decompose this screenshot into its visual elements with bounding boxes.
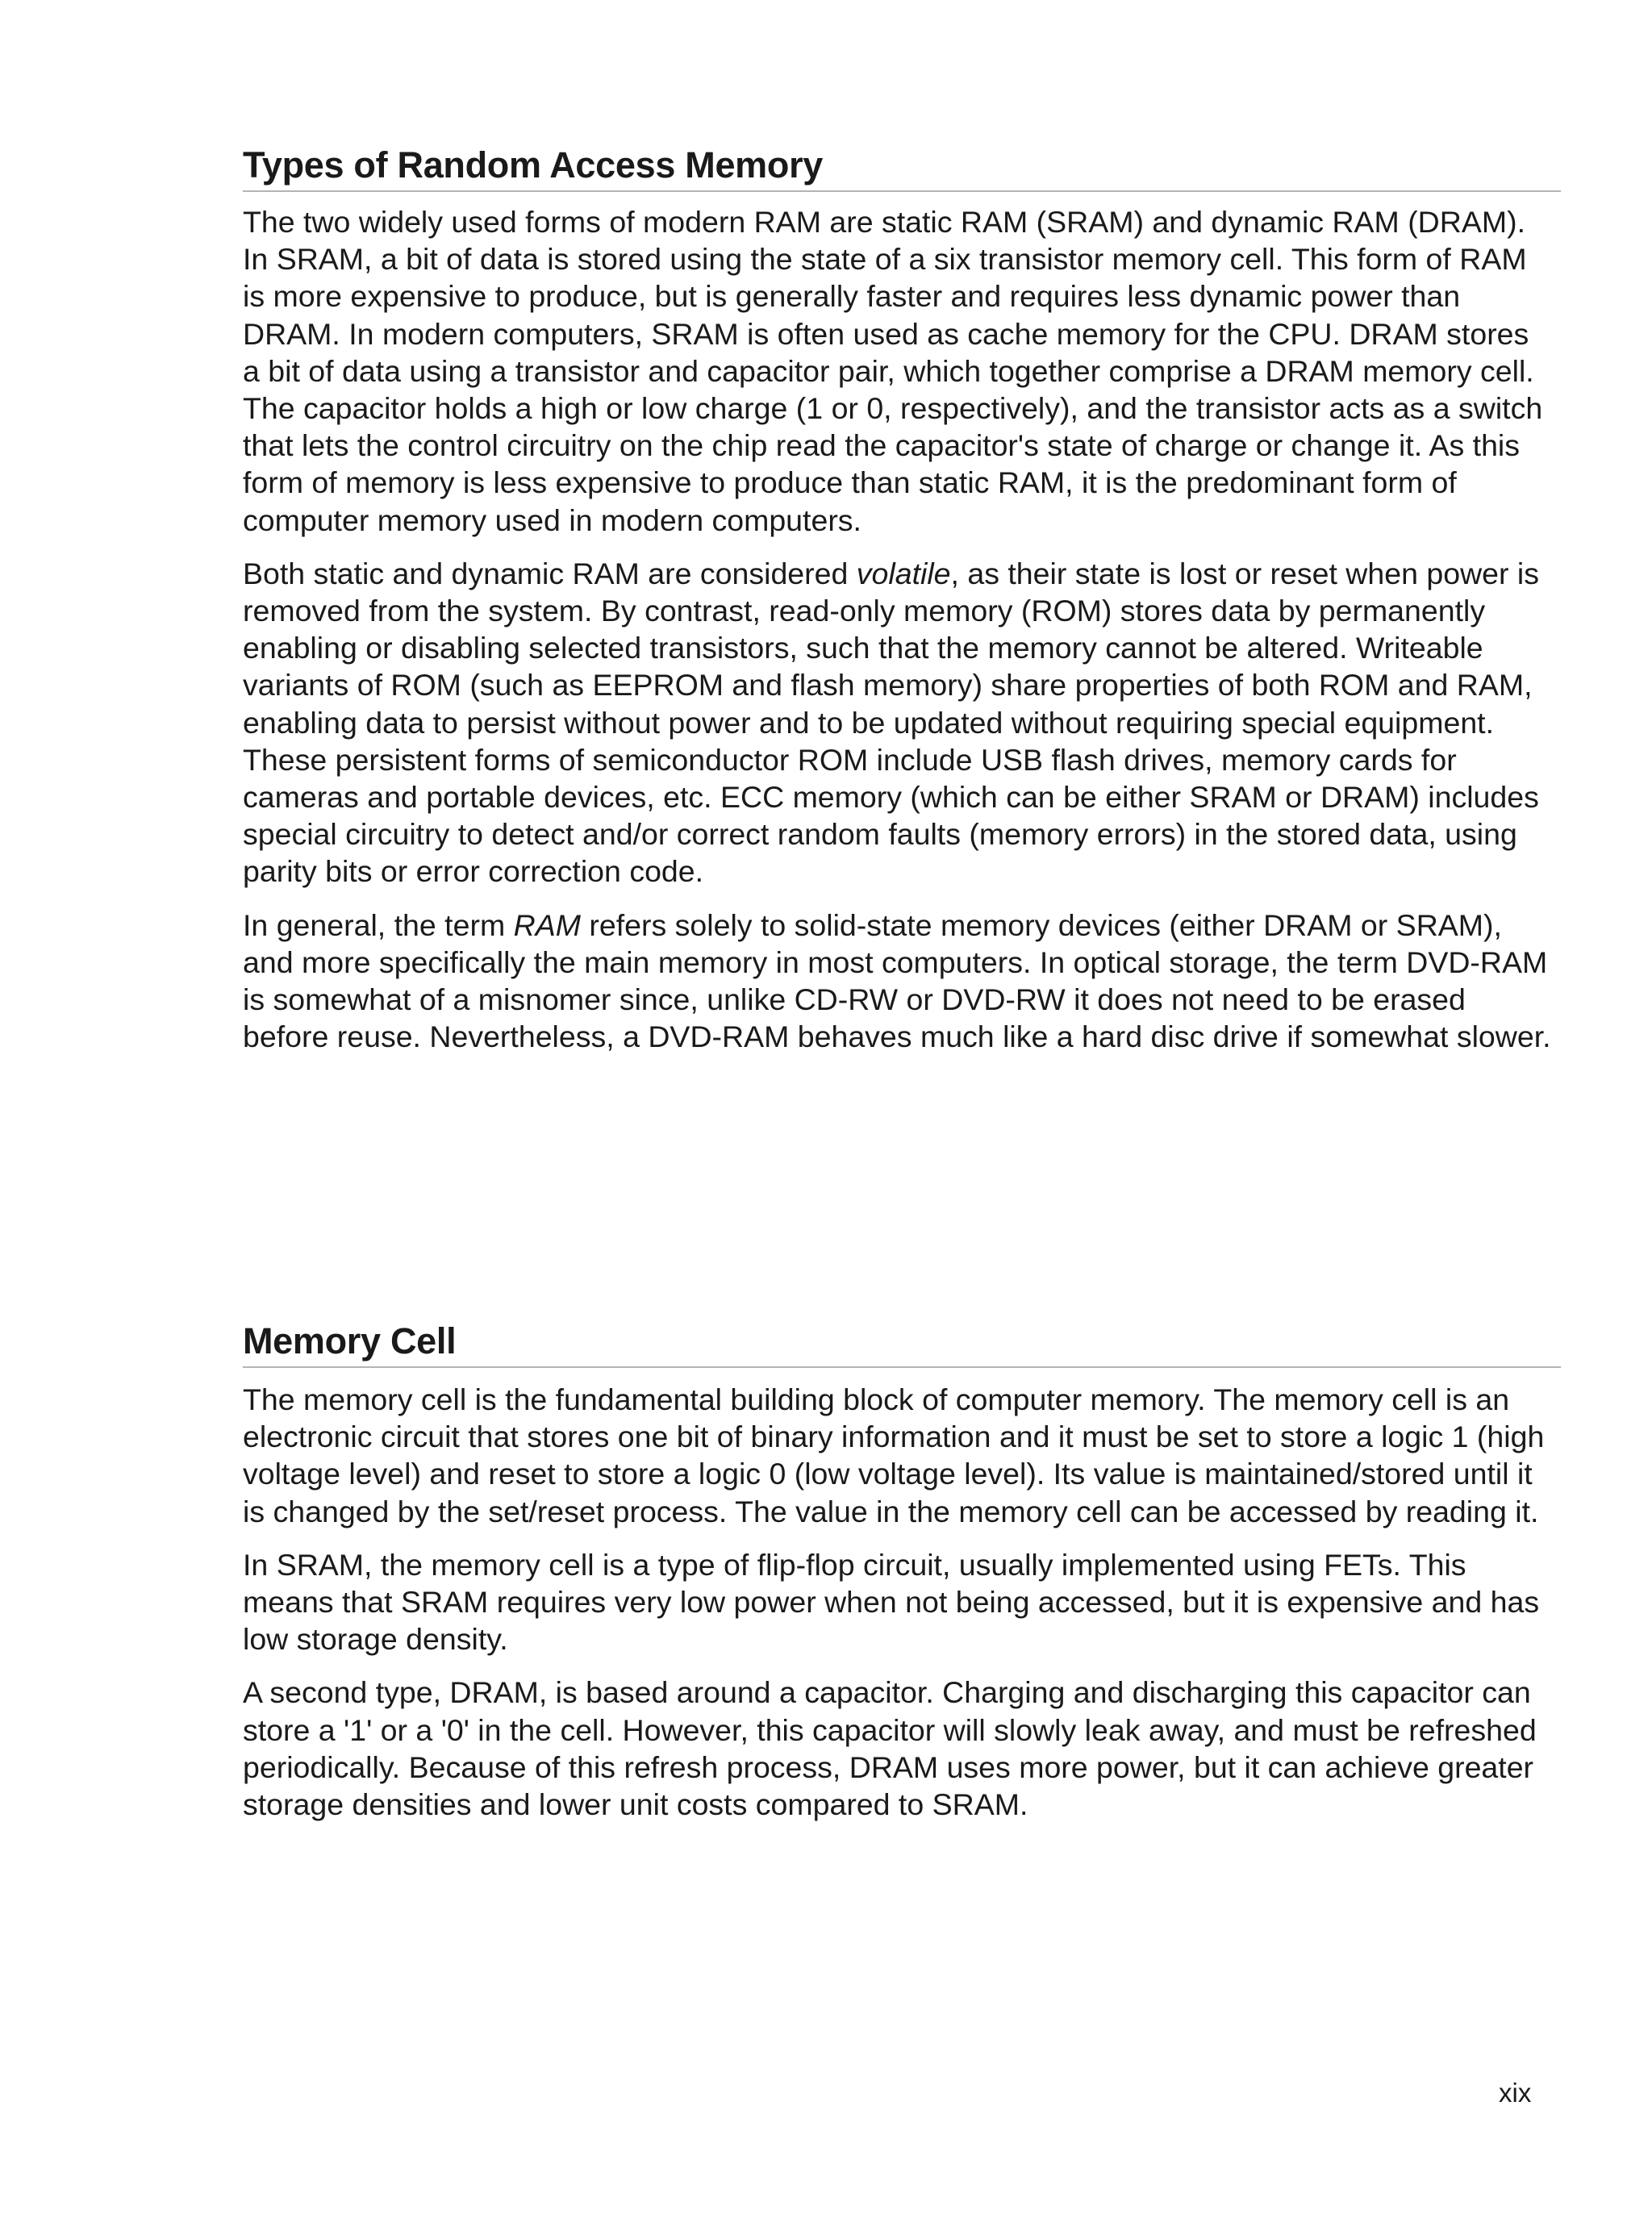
paragraph	[243, 907, 1561, 1056]
page-number: xix	[1499, 2078, 1532, 2108]
paragraph-text: In general, the term	[243, 907, 514, 942]
paragraph-text: Both static and dynamic RAM are considered	[243, 556, 857, 590]
section-memory-cell	[243, 1318, 1561, 1823]
emphasized-term: RAM	[513, 907, 581, 942]
paragraph-text: refers solely to solid-state memory devices (either DRAM or SRAM), and more specifically the main memory in most computers. In optical storage, the term DVD-RAM is somewhat of a misnomer since, unlike CD-RW or DVD-RW it does not need to be erased before reuse. Nevertheless, a DVD-RAM behaves much like a hard disc drive if somewhat slower.	[243, 907, 1551, 1054]
section-types-of-ram	[243, 142, 1561, 1055]
emphasized-term: volatile	[856, 556, 951, 590]
paragraph	[243, 555, 1561, 890]
section-heading: Types of Random Access Memory	[243, 142, 1561, 192]
paragraph: The memory cell is the fundamental building block of computer memory. The memory cell is an electronic circuit that stores one bit of binary information and it must be set to store a logic 1 (high voltage level) and reset to store a logic 0 (low voltage level). Its value is maintained/stored until it is changed by the set/reset process. The value in the memory cell can be accessed by reading it.	[243, 1382, 1545, 1528]
paragraph: The two widely used forms of modern RAM are static RAM (SRAM) and dynamic RAM (DRAM). In SRAM, a bit of data is stored using the state of a six transistor memory cell. This form of RAM is more expensive to produce, but is generally faster and requires less dynamic power than DRAM. In modern computers, SRAM is often used as cache memory for the CPU. DRAM stores a bit of data using a transistor and capacitor pair, which together comprise a DRAM memory cell. The capacitor holds a high or low charge (1 or 0, respectively), and the transistor acts as a switch that lets the control circuitry on the chip read the capacitor's state of charge or change it. As this form of memory is less expensive to produce than static RAM, it is the predominant form of computer memory used in modern computers.	[243, 205, 1543, 537]
paragraph-text: , as their state is lost or reset when power is removed from the system. By contrast, read-only memory (ROM) stores data by permanently enabling or disabling selected transistors, such that the memory cannot be altered. Writeable variants of ROM (such as EEPROM and flash memory) share properties of both ROM and RAM, enabling data to persist without power and to be updated without requiring special equipment. These persistent forms of semiconductor ROM include USB flash drives, memory cards for cameras and portable devices, etc. ECC memory (which can be either SRAM or DRAM) includes special circuitry to detect and/or correct random faults (memory errors) in the stored data, using parity bits or error correction code.	[243, 556, 1540, 889]
section-heading: Memory Cell	[243, 1318, 1561, 1368]
paragraph: A second type, DRAM, is based around a capacitor. Charging and discharging this capacitor can store a '1' or a '0' in the cell. However, this capacitor will slowly leak away, and must be refreshed periodically. Because of this refresh process, DRAM uses more power, but it can achieve greater storage densities and lower unit costs compared to SRAM.	[243, 1675, 1537, 1822]
paragraph: In SRAM, the memory cell is a type of flip-flop circuit, usually implemented using FETs. This means that SRAM requires very low power when not being accessed, but it is expensive and has low storage density.	[243, 1547, 1540, 1657]
